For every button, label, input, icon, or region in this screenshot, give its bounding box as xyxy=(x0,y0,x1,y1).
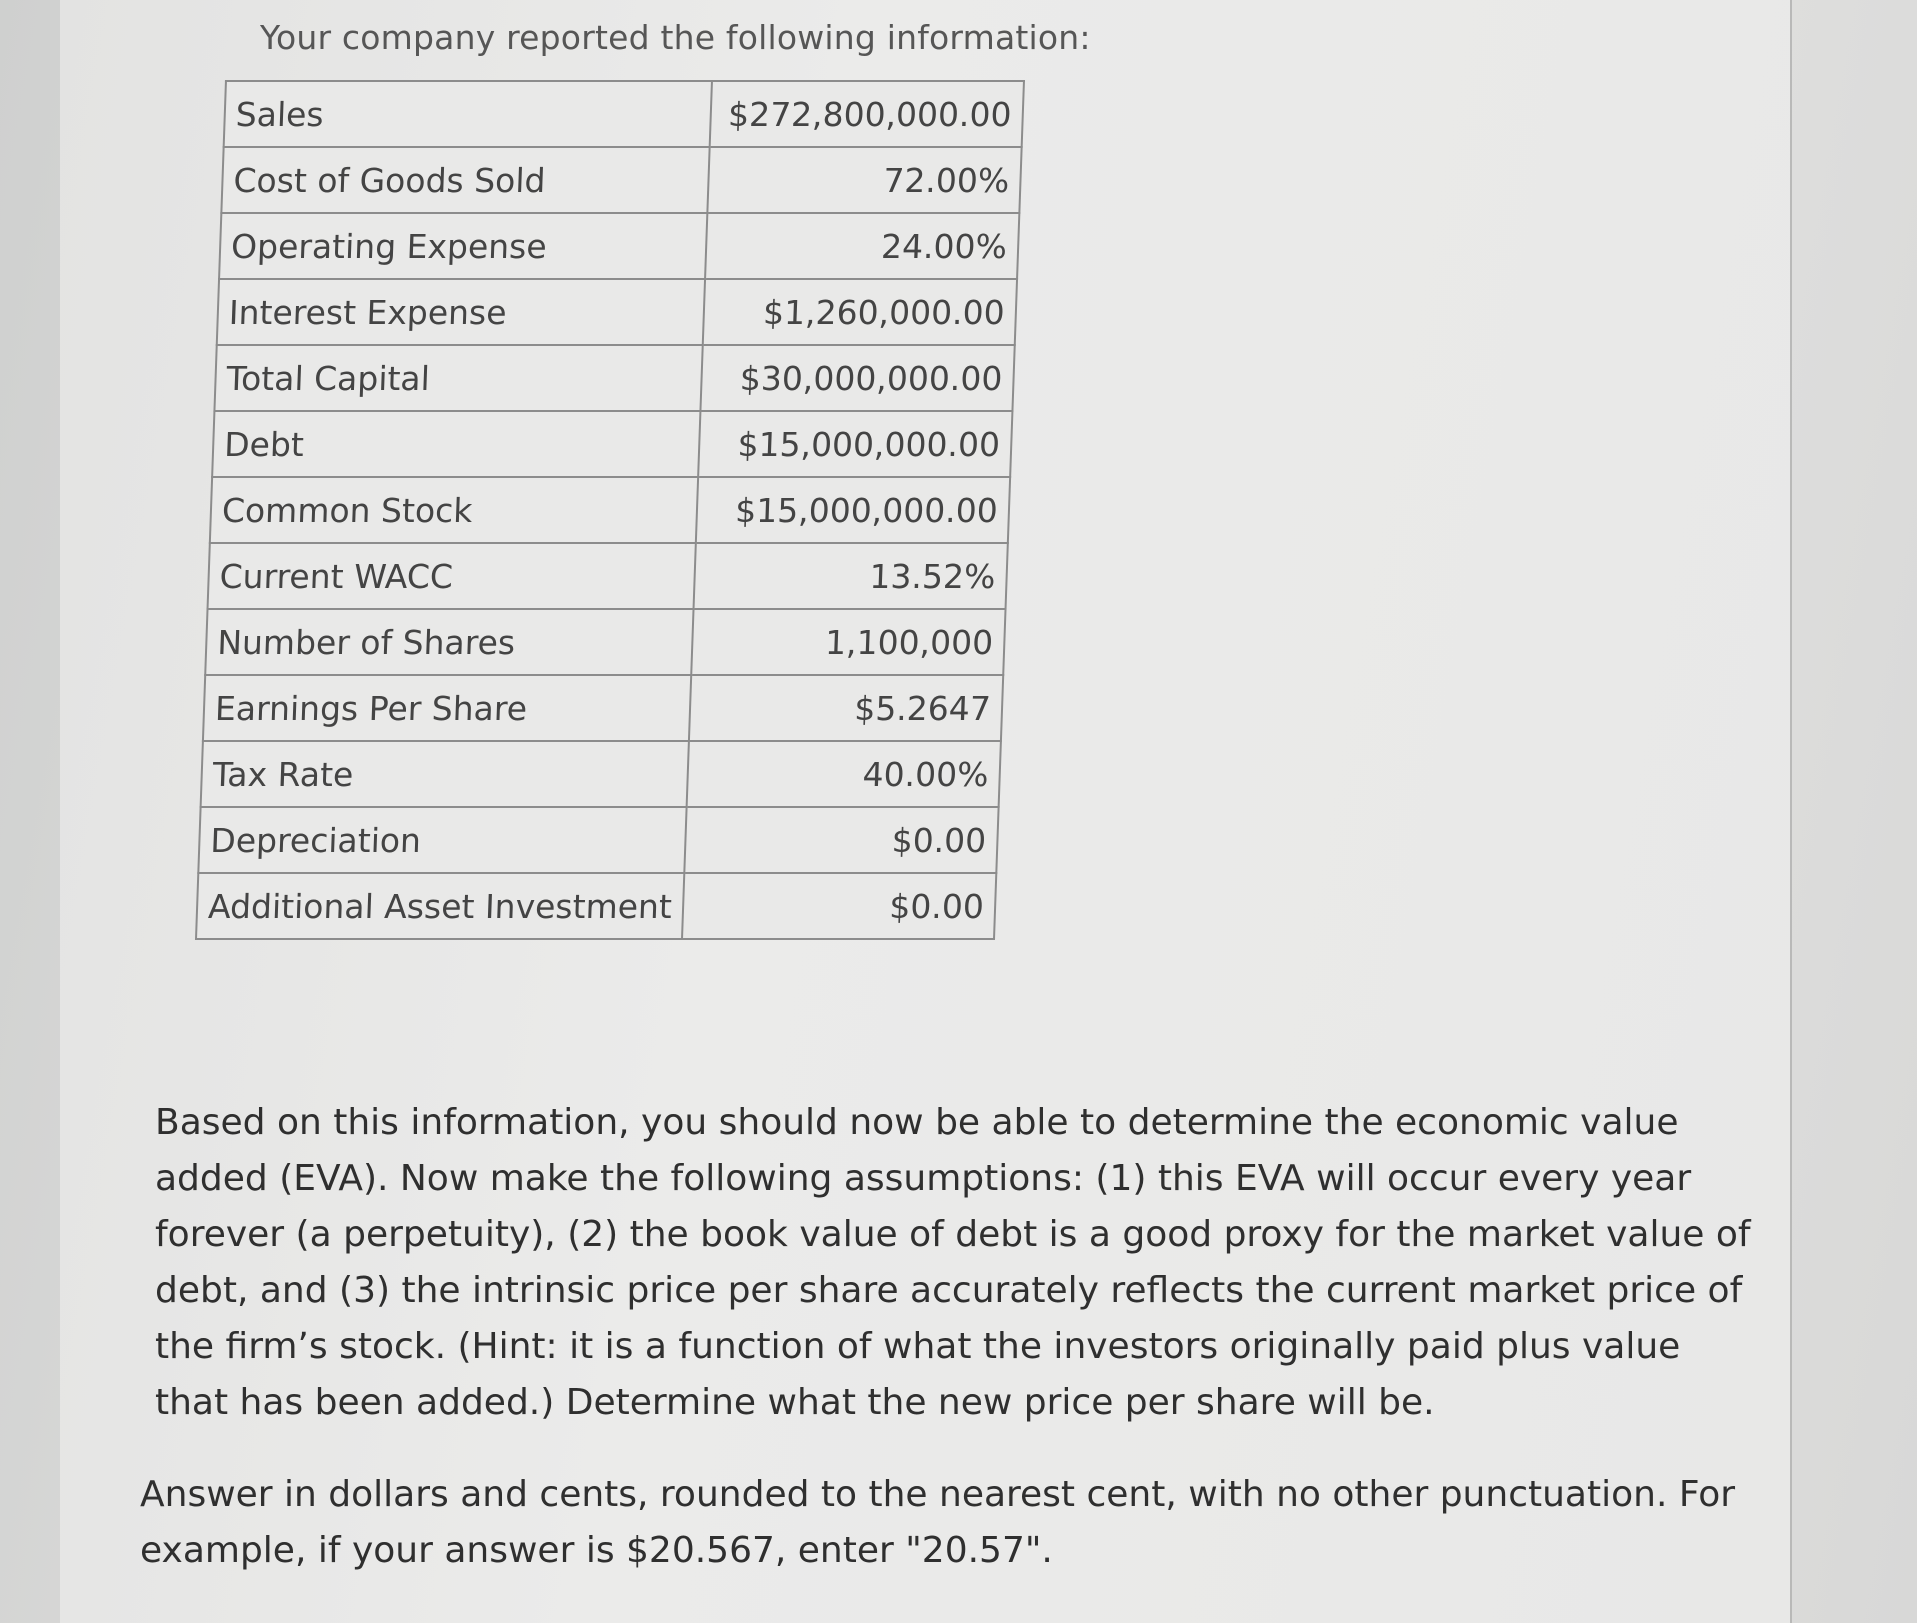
row-label: Sales xyxy=(224,81,712,147)
table-row xyxy=(205,609,1005,675)
row-label: Current WACC xyxy=(208,543,696,609)
row-label: Cost of Goods Sold xyxy=(221,147,709,213)
table-row xyxy=(221,147,1021,213)
row-label: Number of Shares xyxy=(205,609,693,675)
row-value: 1,100,000 xyxy=(691,609,1005,675)
row-label: Earnings Per Share xyxy=(203,675,691,741)
row-label: Total Capital xyxy=(214,345,702,411)
table-row xyxy=(212,411,1012,477)
row-label: Common Stock xyxy=(210,477,698,543)
table-row xyxy=(203,675,1003,741)
table-row xyxy=(208,543,1008,609)
row-label: Depreciation xyxy=(198,807,686,873)
table-row xyxy=(217,279,1017,345)
row-value: $272,800,000.00 xyxy=(709,81,1023,147)
row-value: $0.00 xyxy=(682,873,996,939)
table-row xyxy=(224,81,1024,147)
row-value: $5.2647 xyxy=(689,675,1003,741)
row-value: 24.00% xyxy=(705,213,1019,279)
row-label: Interest Expense xyxy=(217,279,705,345)
table-row xyxy=(214,345,1014,411)
table-row xyxy=(219,213,1019,279)
question-page xyxy=(60,0,1792,1623)
intro-text: Your company reported the following information: xyxy=(260,18,1091,57)
financial-info-table xyxy=(195,80,1025,940)
table-row xyxy=(201,741,1001,807)
row-value: $15,000,000.00 xyxy=(696,477,1010,543)
row-value: 13.52% xyxy=(693,543,1007,609)
row-label: Additional Asset Investment xyxy=(196,873,684,939)
row-value: $15,000,000.00 xyxy=(698,411,1012,477)
answer-instructions: Answer in dollars and cents, rounded to the nearest cent, with no other punctuation. For example, if your answer is $20.567, enter "20.57". xyxy=(140,1474,1736,1571)
row-value: $30,000,000.00 xyxy=(700,345,1014,411)
row-value: $1,260,000.00 xyxy=(703,279,1017,345)
row-value: $0.00 xyxy=(684,807,998,873)
row-label: Tax Rate xyxy=(201,741,689,807)
table-row xyxy=(196,873,996,939)
table-row xyxy=(210,477,1010,543)
row-label: Operating Expense xyxy=(219,213,707,279)
row-label: Debt xyxy=(212,411,700,477)
table-row xyxy=(198,807,998,873)
question-text: Based on this information, you should now be able to determine the economic value added (EVA). Now make the following assumptions: (1) this EVA will occur every year forever (a perpetuity), (2) the book value of debt is a good proxy for the market value of debt, and (3) the intrinsic price per share accurately reflects the current market price of the firm’s stock. (Hint: it is a function of what the investors originally paid plus value that has been added.) Determine what the new price per share will be. xyxy=(155,1102,1751,1423)
row-value: 40.00% xyxy=(686,741,1000,807)
row-value: 72.00% xyxy=(707,147,1021,213)
